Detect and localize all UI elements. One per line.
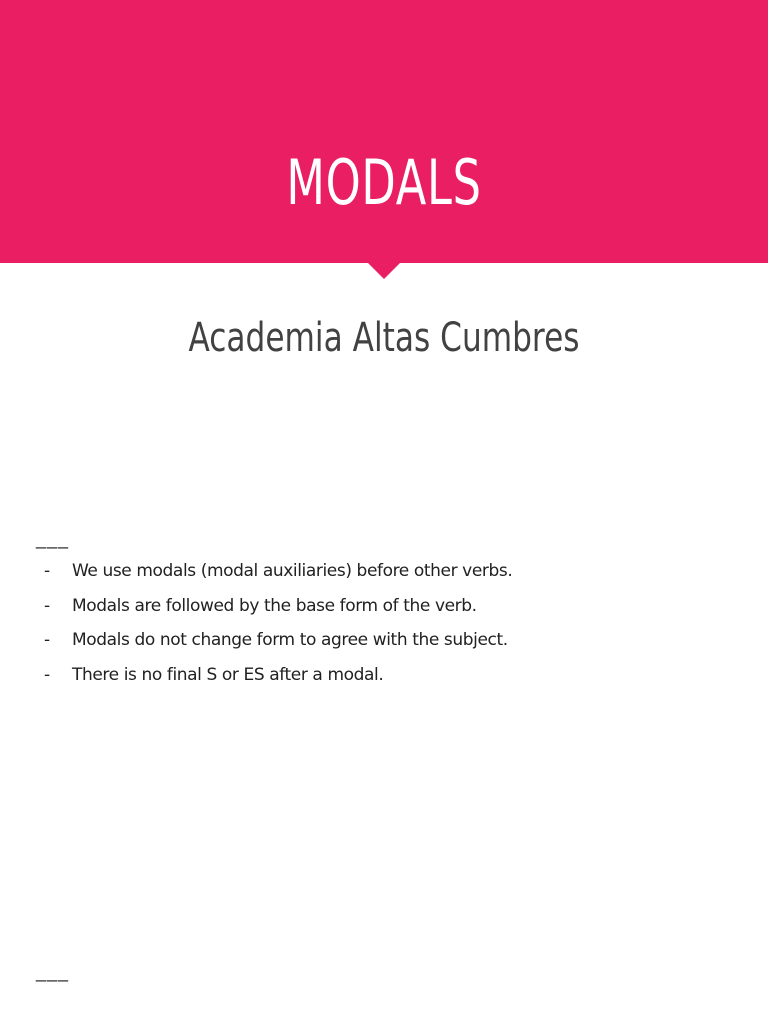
bullet-text: Modals do not change form to agree with the subject. xyxy=(72,630,508,650)
bullet-text: Modals are followed by the base form of the verb. xyxy=(72,595,477,616)
bullet-text: There is no final S or ES after a modal. xyxy=(72,664,384,685)
section-divider-top: ___ xyxy=(36,529,70,549)
list-item xyxy=(44,596,744,631)
bullet-marker: - xyxy=(44,664,51,685)
bullet-marker: - xyxy=(44,595,51,616)
bullet-text: We use modals (modal auxiliaries) before other verbs. xyxy=(72,561,513,581)
bullet-marker: - xyxy=(44,561,51,581)
slide-subtitle: Academia Altas Cumbres xyxy=(188,315,580,361)
bullet-marker: - xyxy=(44,630,51,650)
bullet-list xyxy=(44,561,744,699)
list-item xyxy=(44,561,744,596)
list-item xyxy=(44,630,744,665)
list-item xyxy=(44,665,744,700)
section-divider-bottom: ___ xyxy=(36,962,70,982)
slide-title: MODALS xyxy=(286,146,482,219)
banner-notch xyxy=(368,263,400,279)
